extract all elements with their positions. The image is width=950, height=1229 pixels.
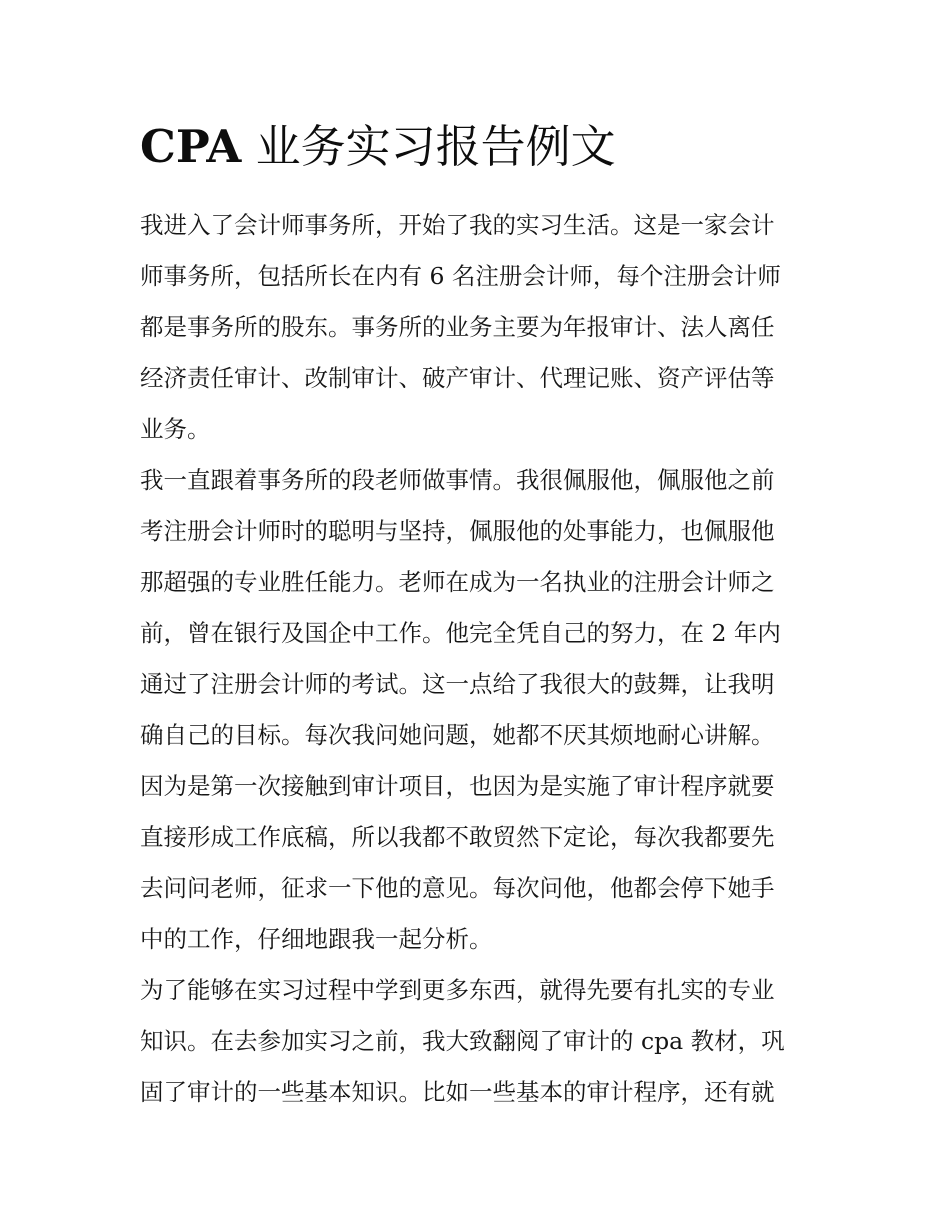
- text-line: 经济责任审计、改制审计、破产审计、代理记账、资产评估等: [140, 364, 775, 392]
- paragraph-1: [140, 200, 812, 455]
- document-title: [140, 118, 812, 176]
- title-latin-part: CPA: [140, 120, 242, 173]
- text-line: 通过了注册会计师的考试。这一点给了我很大的鼓舞，让我明: [140, 670, 775, 698]
- text-line: 因为是第一次接触到审计项目，也因为是实施了审计程序就要: [140, 772, 775, 800]
- text-line: 为了能够在实习过程中学到更多东西，就得先要有扎实的专业: [140, 976, 775, 1004]
- title-chinese-part: 业务实习报告例文: [241, 120, 616, 173]
- text-line: 考注册会计师时的聪明与坚持，佩服他的处事能力，也佩服他: [140, 517, 775, 545]
- paragraph-3: [140, 761, 812, 965]
- text-line: 业务。: [140, 415, 211, 443]
- text-line: 固了审计的一些基本知识。比如一些基本的审计程序，还有就: [140, 1078, 775, 1106]
- text-line: 我进入了会计师事务所，开始了我的实习生活。这是一家会计: [140, 211, 775, 239]
- text-line: 都是事务所的股东。事务所的业务主要为年报审计、法人离任: [140, 313, 775, 341]
- text-line: 确自己的目标。每次我问她问题，她都不厌其烦地耐心讲解。: [140, 721, 775, 749]
- text-line: 知识。在去参加实习之前，我大致翻阅了审计的 cpa 教材，巩: [140, 1027, 785, 1055]
- text-line: 师事务所，包括所长在内有 6 名注册会计师，每个注册会计师: [140, 262, 781, 290]
- text-line: 去问问老师，征求一下他的意见。每次问他，他都会停下她手: [140, 874, 775, 902]
- text-line: 前，曾在银行及国企中工作。他完全凭自己的努力，在 2 年内: [140, 619, 781, 647]
- text-line: 我一直跟着事务所的段老师做事情。我很佩服他，佩服他之前: [140, 466, 775, 494]
- text-line: 那超强的专业胜任能力。老师在成为一名执业的注册会计师之: [140, 568, 775, 596]
- document-body: [140, 118, 812, 1118]
- paragraph-2: [140, 455, 812, 761]
- text-line: 中的工作，仔细地跟我一起分析。: [140, 925, 493, 953]
- paragraph-4: [140, 965, 812, 1118]
- text-line: 直接形成工作底稿，所以我都不敢贸然下定论，每次我都要先: [140, 823, 775, 851]
